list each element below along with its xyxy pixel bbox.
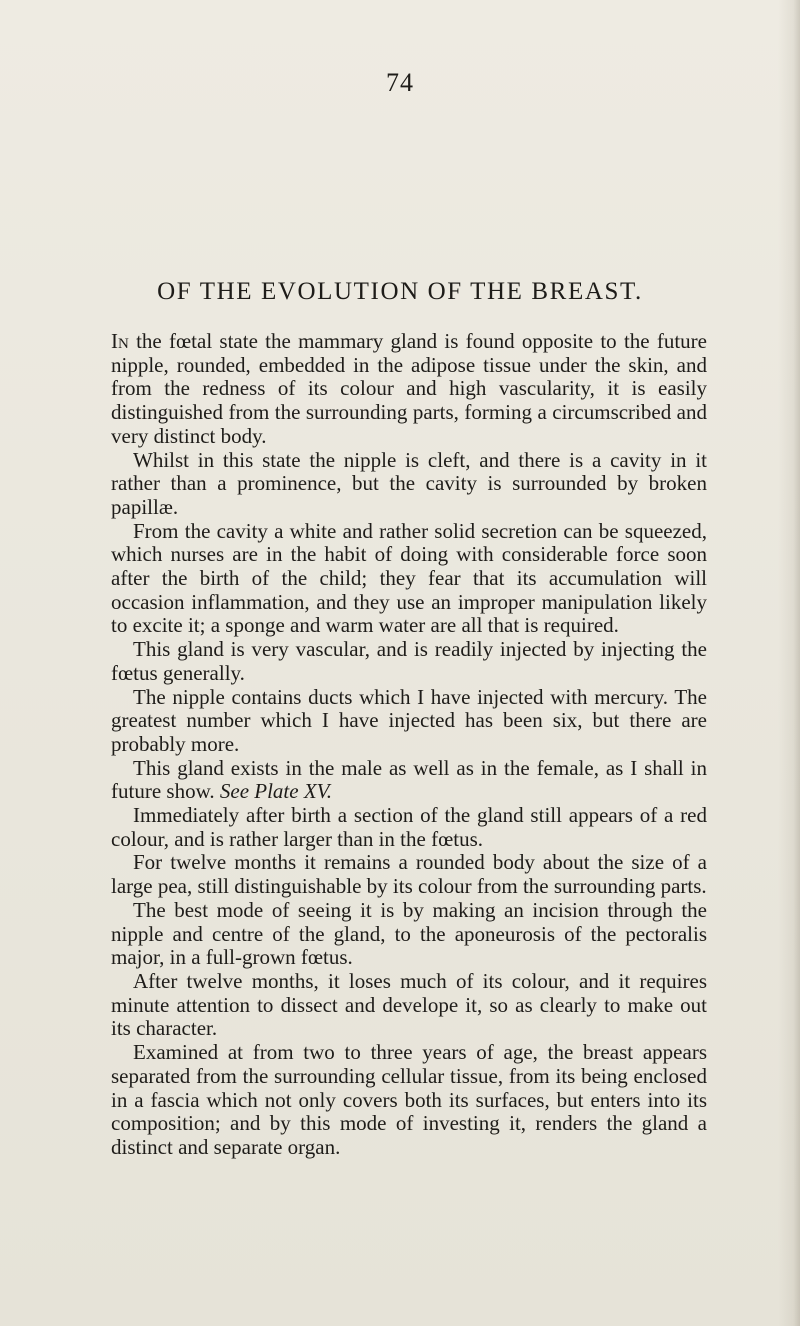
paragraph: Immediately after birth a section of the gland still appears of a red colour, and is rather larger than in the fœtus. [111,803,707,851]
paragraph [111,330,707,449]
body-text [111,330,707,1160]
page-number: 74 [386,68,414,97]
paragraph: The nipple contains ducts which I have injected with mercury. The greatest number which I have injected has been six, but there are probably more. [111,684,707,756]
paragraph: From the cavity a white and rather solid secretion can be squeezed, which nurses are in the habit of doing with considerable force soon after the birth of the child; they fear that its accumulation will occasion inflammation, and they use an improper manipulation likely to excite it; a sponge and warm water are all that is required. [111,518,707,638]
drop-lead-word: In [111,329,129,353]
page-edge-shadow [778,0,800,1326]
paragraph [111,757,707,804]
plate-reference: See Plate XV. [219,779,333,804]
paragraph-text: This gland exists in the male as well as in the female, as I shall in future show. [111,755,707,804]
paragraph: Examined at from two to three years of age, the breast appears separated from the surrounding cellular tissue, from its being enclosed in a fascia which not only covers both its surfaces, but enters into its composition; and by this mode of investing it, renders the gland a distinct and separate organ. [111,1040,707,1159]
paragraph: After twelve months, it loses much of its colour, and it requires minute attention to dissect and develope it, so as clearly to make out its character. [111,968,707,1041]
paragraph: Whilst in this state the nipple is cleft, and there is a cavity in it rather than a prominence, but the cavity is surrounded by broken papillæ. [111,447,707,519]
paragraph: The best mode of seeing it is by making an incision through the nipple and centre of the gland, to the aponeurosis of the pectoralis major, in a full-grown fœtus. [111,897,707,970]
paragraph: For twelve months it remains a rounded body about the size of a large pea, still distinguishable by its colour from the surrounding parts. [111,850,707,899]
paragraph-text: the fœtal state the mammary gland is found opposite to the future nipple, rounded, embedded in the adipose tissue under the skin, and from the redness of its colour and high vascularity, it is easily distinguished from the surrounding parts, forming a circumscribed and very distinct body. [111,329,707,448]
chapter-title: OF THE EVOLUTION OF THE BREAST. [157,278,643,305]
paragraph: This gland is very vascular, and is readily injected by injecting the fœtus generally. [111,637,707,685]
